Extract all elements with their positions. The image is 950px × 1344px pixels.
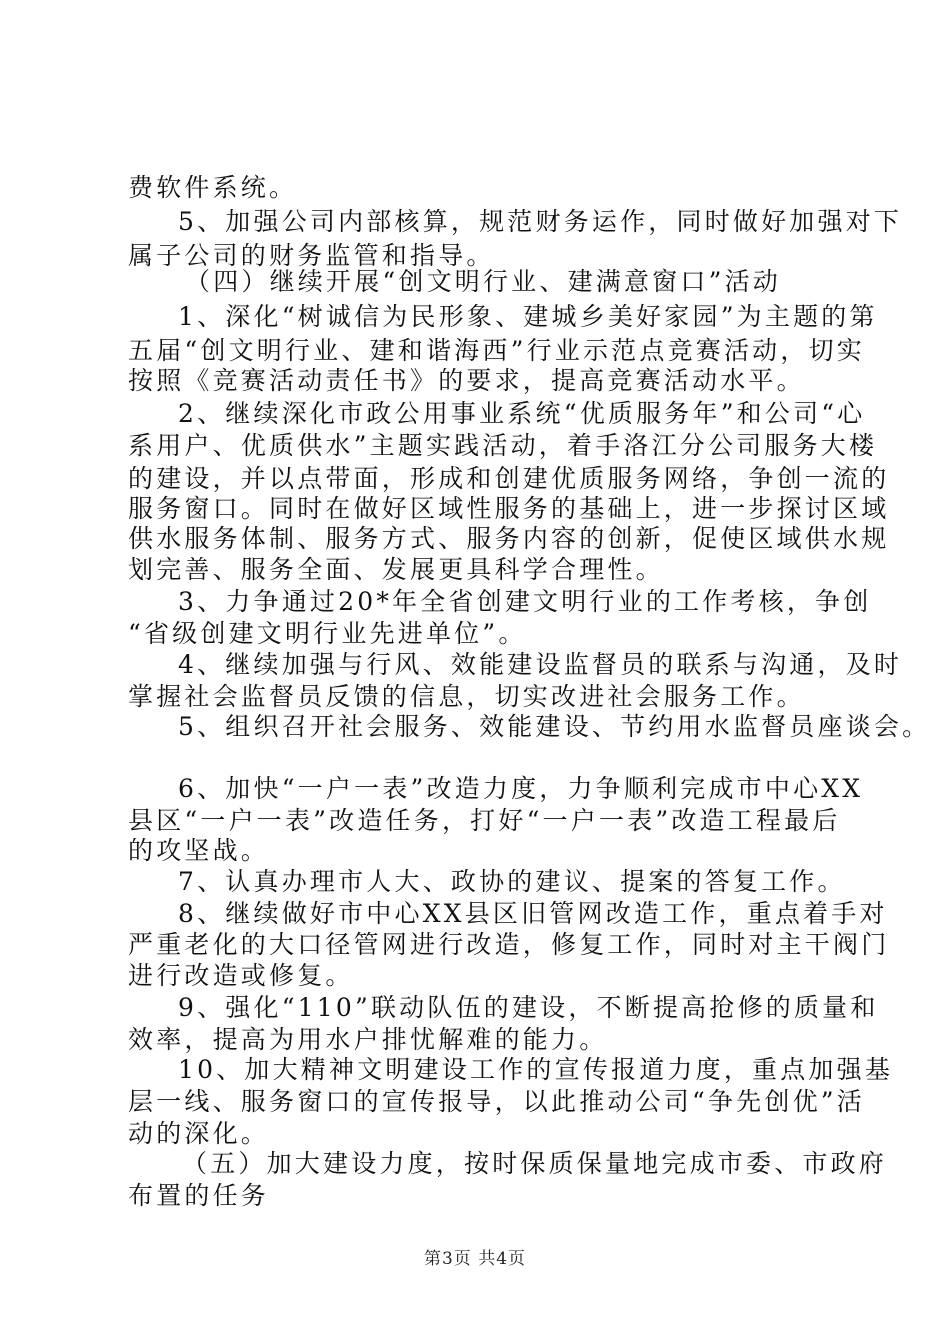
text-line: 3、力争通过20*年全省创建文明行业的工作考核，争创 [178,587,872,616]
section-heading: （五）加大建设力度，按时保质保量地完成市委、市政府 [182,1149,888,1178]
text-line: 10、加大精神文明建设工作的宣传报道力度，重点加强基 [178,1055,894,1084]
text-line: 掌握社会监督员反馈的信息，切实改进社会服务工作。 [128,682,805,711]
section-heading-continued: 布置的任务 [128,1181,270,1210]
text-line: 2、继续深化市政公用事业系统“优质服务年”和公司“心 [178,399,866,428]
text-line: 的攻坚战。 [128,836,270,865]
text-line: 系用户、优质供水”主题实践活动，着手洛江分公司服务大楼 [128,431,878,460]
text-line: 县区“一户一表”改造任务，打好“一户一表”改造工程最后 [128,806,841,835]
text-line: 划完善、服务全面、发展更具科学合理性。 [128,555,664,584]
text-line: 9、强化“110”联动队伍的建设，不断提高抢修的质量和 [178,993,879,1022]
text-line: 层一线、服务窗口的宣传报导，以此推动公司“争先创优”活 [128,1087,865,1116]
text-line: 6、加快“一户一表”改造力度，力争顺利完成市中心XX [178,774,864,803]
text-line: “省级创建文明行业先进单位”。 [128,619,527,648]
text-line: 5、加强公司内部核算，规范财务运作，同时做好加强对下 [178,207,903,236]
text-line: 4、继续加强与行风、效能建设监督员的联系与沟通，及时 [178,650,903,679]
text-line: 五届“创文明行业、建和谐海西”行业示范点竞赛活动，切实 [128,336,865,365]
text-line: 属子公司的财务监管和指导。 [128,241,495,270]
text-line: 严重老化的大口径管网进行改造，修复工作，同时对主干阀门 [128,930,890,959]
text-line: 的建设，并以点带面，形成和创建优质服务网络，争创一流的 [128,464,890,493]
text-line: 费软件系统。 [128,173,298,202]
text-line: 动的深化。 [128,1119,270,1148]
text-line: 5、组织召开社会服务、效能建设、节约用水监督员座谈会。 [178,712,931,741]
text-line: 1、深化“树诚信为民形象、建城乡美好家园”为主题的第 [178,302,878,331]
text-line: 进行改造或修复。 [128,961,354,990]
text-line: 8、继续做好市中心XX县区旧管网改造工作，重点着手对 [178,899,888,928]
page-number-footer: 第3页 共4页 [423,1249,527,1269]
section-heading: （四）继续开展“创文明行业、建满意窗口”活动 [185,267,781,296]
text-line: 供水服务体制、服务方式、服务内容的创新，促使区域供水规 [128,524,890,553]
text-line: 服务窗口。同时在做好区域性服务的基础上，进一步探讨区域 [128,494,890,523]
text-line: 效率，提高为用水户排忧解难的能力。 [128,1025,608,1054]
text-line: 按照《竞赛活动责任书》的要求，提高竞赛活动水平。 [128,366,805,395]
text-line: 7、认真办理市人大、政协的建议、提案的答复工作。 [178,867,846,896]
